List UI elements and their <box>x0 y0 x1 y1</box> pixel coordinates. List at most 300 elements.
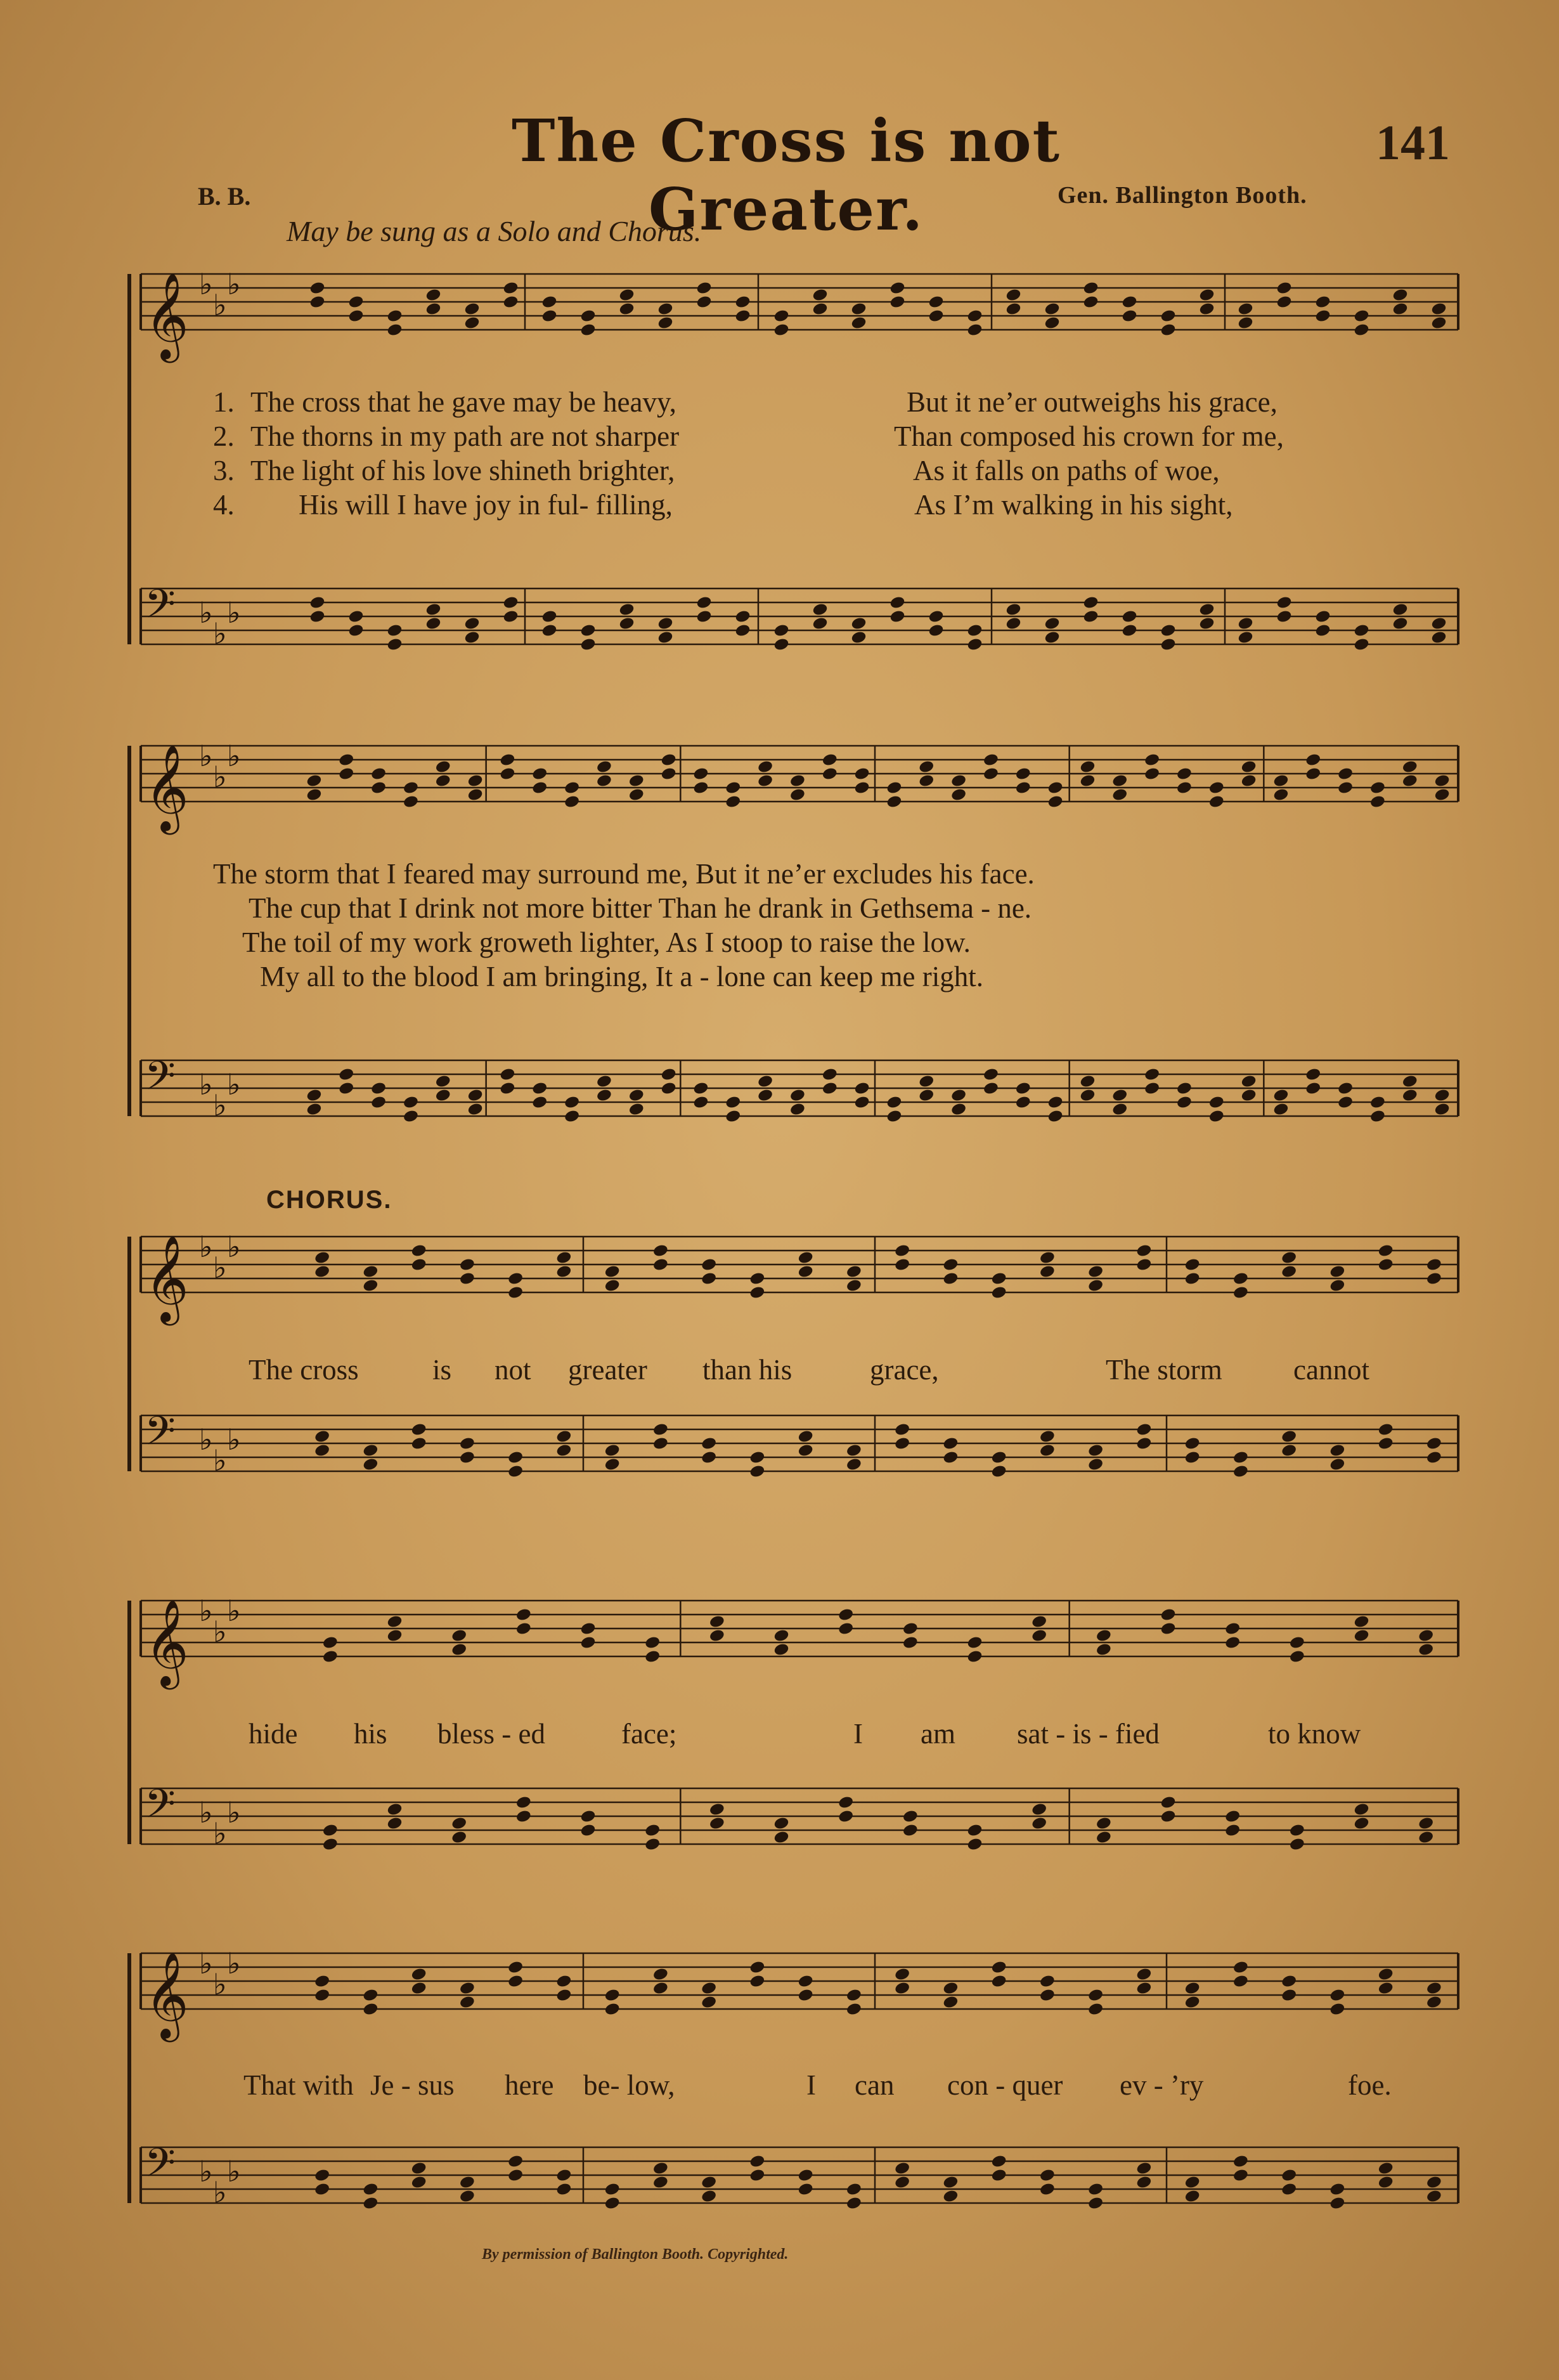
note-head <box>983 767 999 781</box>
lyric-word: to know <box>1268 1718 1361 1750</box>
clef-icon: ♭ <box>199 1230 213 1264</box>
note-head <box>1047 1109 1064 1124</box>
note-head <box>314 1429 330 1444</box>
note-head <box>1198 302 1215 316</box>
note-head <box>734 623 751 638</box>
note-head <box>463 630 480 645</box>
note-head <box>564 1095 580 1110</box>
page-number: 141 <box>1376 115 1450 170</box>
note-head <box>386 323 403 337</box>
note-head <box>652 2161 669 2176</box>
note-head <box>757 1088 773 1103</box>
note-head <box>846 2002 862 2017</box>
note-head <box>322 1823 339 1838</box>
note-head <box>1237 302 1253 316</box>
note-head <box>1047 1095 1064 1110</box>
note-head <box>1232 1960 1249 1975</box>
note-head <box>1305 767 1321 781</box>
note-head <box>757 760 773 774</box>
clef-icon: ♭ <box>227 595 241 630</box>
note-head <box>555 1429 572 1444</box>
verse-2-line-2: The cup that I drink not more bitter Than he drank in Gethsema - ne. <box>249 892 1032 924</box>
note-head <box>411 1981 427 1996</box>
note-head <box>425 602 441 617</box>
note-head <box>661 767 677 781</box>
note-head <box>507 2154 524 2169</box>
note-head <box>579 623 596 638</box>
note-head <box>1111 1102 1128 1117</box>
note-head <box>459 1995 475 2010</box>
note-head <box>928 623 944 638</box>
note-head <box>950 788 967 802</box>
lyric-word: face; <box>621 1718 677 1750</box>
note-head <box>773 1629 789 1643</box>
note-head <box>1184 2175 1201 2190</box>
clef-icon: ♭ <box>199 1795 213 1830</box>
note-head <box>1044 630 1060 645</box>
verse-4-line-b: As I’m walking in his sight, <box>914 489 1233 521</box>
note-head <box>370 1095 387 1110</box>
note-head <box>1232 1450 1249 1465</box>
note-head <box>628 788 645 802</box>
note-head <box>966 1823 983 1838</box>
note-head <box>1079 760 1096 774</box>
note-head <box>338 767 354 781</box>
note-head <box>886 1109 902 1124</box>
note-head <box>991 2168 1007 2183</box>
clef-icon: ♭ <box>227 2154 241 2188</box>
note-head <box>411 1436 427 1451</box>
note-head <box>991 1285 1007 1300</box>
chorus-line-2 <box>0 1717 1559 1755</box>
note-head <box>1281 1974 1297 1989</box>
note-head <box>386 309 403 323</box>
note-head <box>507 1960 524 1975</box>
note-head <box>1232 1464 1249 1479</box>
note-head <box>1082 609 1099 624</box>
note-head <box>725 1095 741 1110</box>
note-head <box>463 616 480 631</box>
note-head <box>1031 1816 1047 1831</box>
note-head <box>652 1258 669 1272</box>
note-head <box>1082 295 1099 309</box>
note-head <box>1241 774 1257 788</box>
note-head <box>1241 1088 1257 1103</box>
note-head <box>459 1271 475 1286</box>
note-head <box>789 774 806 788</box>
note-head <box>854 1095 870 1110</box>
note-head <box>1237 316 1253 330</box>
clef-icon: ♭ <box>213 2175 227 2209</box>
note-head <box>1237 616 1253 631</box>
note-head <box>966 637 983 652</box>
verse-number: 3. <box>213 455 235 486</box>
note-head <box>1208 1109 1225 1124</box>
note-head <box>1314 609 1331 624</box>
note-head <box>604 2182 621 2197</box>
note-head <box>798 1974 814 1989</box>
note-head <box>309 295 325 309</box>
note-head <box>1369 1095 1386 1110</box>
note-head <box>507 1974 524 1989</box>
note-head <box>564 1109 580 1124</box>
note-head <box>1039 2182 1056 2197</box>
note-head <box>604 2002 621 2017</box>
note-head <box>362 2196 378 2211</box>
note-head <box>1329 1457 1345 1472</box>
clef-icon: ♭ <box>227 1946 241 1980</box>
note-head <box>314 2168 330 2183</box>
note-head <box>604 1443 621 1458</box>
note-head <box>1272 1088 1289 1103</box>
note-head <box>1392 602 1408 617</box>
note-head <box>661 753 677 767</box>
note-head <box>692 781 709 795</box>
note-head <box>1135 1422 1152 1437</box>
note-head <box>1224 1635 1241 1650</box>
lyric-word: Je - sus <box>370 2069 455 2101</box>
note-head <box>1031 1615 1047 1629</box>
note-head <box>386 1615 403 1629</box>
note-head <box>652 1436 669 1451</box>
note-head <box>798 1429 814 1444</box>
note-head <box>1337 781 1354 795</box>
note-head <box>886 795 902 809</box>
note-head <box>1198 602 1215 617</box>
note-head <box>507 1450 524 1465</box>
note-head <box>1276 281 1292 296</box>
lyric-word: I <box>853 1718 863 1750</box>
note-head <box>411 2175 427 2190</box>
note-head <box>1289 1635 1305 1650</box>
note-head <box>773 637 789 652</box>
note-head <box>902 1809 919 1824</box>
note-head <box>411 1967 427 1982</box>
note-head <box>644 1837 661 1852</box>
note-head <box>1111 788 1128 802</box>
note-head <box>507 1271 524 1286</box>
clef-icon: ♭ <box>199 2154 213 2188</box>
note-head <box>1314 309 1331 323</box>
clef-icon: ♭ <box>199 595 213 630</box>
note-head <box>1044 302 1060 316</box>
note-head <box>773 1830 789 1845</box>
note-head <box>1224 1823 1241 1838</box>
lyric-word: than his <box>702 1354 792 1386</box>
note-head <box>555 2182 572 2197</box>
note-head <box>1237 630 1253 645</box>
note-head <box>1434 1102 1451 1117</box>
note-head <box>1418 1642 1434 1657</box>
note-head <box>579 1635 596 1650</box>
verse-1-line-a <box>213 386 676 419</box>
note-head <box>1031 1802 1047 1817</box>
note-head <box>1281 1988 1297 2003</box>
note-head <box>1353 1629 1369 1643</box>
note-head <box>966 309 983 323</box>
note-head <box>347 623 364 638</box>
note-head <box>1353 309 1369 323</box>
note-head <box>1135 2161 1152 2176</box>
note-head <box>657 630 673 645</box>
note-head <box>1176 1095 1193 1110</box>
note-head <box>1418 1816 1434 1831</box>
note-head <box>338 1081 354 1096</box>
note-head <box>403 795 419 809</box>
note-head <box>1369 795 1386 809</box>
note-head <box>1369 1109 1386 1124</box>
note-head <box>507 1285 524 1300</box>
note-head <box>1329 2182 1345 2197</box>
note-head <box>644 1649 661 1664</box>
note-head <box>950 1088 967 1103</box>
note-head <box>306 788 322 802</box>
clef-icon: ♭ <box>199 739 213 773</box>
note-head <box>618 602 635 617</box>
note-head <box>822 1067 838 1082</box>
note-head <box>798 1251 814 1265</box>
verse-3-line-a <box>213 454 675 487</box>
note-head <box>1039 1443 1056 1458</box>
note-head <box>1044 316 1060 330</box>
note-head <box>749 1974 765 1989</box>
page-title: The Cross is not Greater. <box>511 107 1061 244</box>
note-head <box>386 1816 403 1831</box>
note-head <box>1005 616 1021 631</box>
note-head <box>1111 774 1128 788</box>
note-head <box>541 295 557 309</box>
lyric-word: is <box>432 1354 452 1386</box>
clef-icon: 𝄢 <box>145 1052 176 1109</box>
note-head <box>1281 1265 1297 1279</box>
note-head <box>1087 2002 1104 2017</box>
verse-3-line-2: The toil of my work groweth lighter, As I stoop to raise the low. <box>242 927 971 958</box>
lyric-word: cannot <box>1293 1354 1369 1386</box>
note-head <box>850 316 867 330</box>
note-head <box>709 1802 725 1817</box>
lyric-word: That with <box>243 2069 354 2101</box>
note-head <box>725 781 741 795</box>
note-head <box>499 767 515 781</box>
note-head <box>692 1095 709 1110</box>
note-head <box>531 781 548 795</box>
note-head <box>838 1608 854 1622</box>
note-head <box>1208 781 1225 795</box>
note-head <box>942 1450 959 1465</box>
note-head <box>467 774 484 788</box>
note-head <box>1121 309 1137 323</box>
note-head <box>1272 1102 1289 1117</box>
note-head <box>1184 1436 1201 1451</box>
copyright-note: By permission of Ballington Booth. Copyrighted. <box>482 2246 789 2263</box>
note-head <box>499 1067 515 1082</box>
note-head <box>1281 1251 1297 1265</box>
verse-1-line-2: The storm that I feared may surround me, But it ne’er excludes his face. <box>213 858 1035 890</box>
note-head <box>798 1443 814 1458</box>
note-head <box>1144 753 1160 767</box>
clef-icon: ♭ <box>213 288 227 322</box>
note-head <box>1426 1436 1442 1451</box>
note-head <box>789 1088 806 1103</box>
note-head <box>894 1422 910 1437</box>
note-head <box>991 1974 1007 1989</box>
note-head <box>1039 2168 1056 2183</box>
clef-icon: ♭ <box>227 1594 241 1628</box>
verse-4-line-a <box>213 488 673 521</box>
note-head <box>644 1823 661 1838</box>
note-head <box>1353 1615 1369 1629</box>
note-head <box>749 1960 765 1975</box>
note-head <box>596 774 612 788</box>
note-head <box>918 1088 935 1103</box>
note-head <box>451 1642 467 1657</box>
note-head <box>463 316 480 330</box>
clef-icon: ♭ <box>227 739 241 773</box>
note-head <box>451 1816 467 1831</box>
note-head <box>854 1081 870 1096</box>
note-head <box>894 1258 910 1272</box>
note-head <box>846 1443 862 1458</box>
note-head <box>1232 1285 1249 1300</box>
note-head <box>596 1074 612 1089</box>
note-head <box>1426 2189 1442 2204</box>
note-head <box>991 1271 1007 1286</box>
note-head <box>1329 2196 1345 2211</box>
note-head <box>709 1615 725 1629</box>
note-head <box>798 1265 814 1279</box>
note-head <box>894 1981 910 1996</box>
note-head <box>1232 1974 1249 1989</box>
note-head <box>701 1436 717 1451</box>
note-head <box>846 1988 862 2003</box>
note-head <box>757 774 773 788</box>
note-head <box>1079 774 1096 788</box>
clef-icon: ♭ <box>227 1795 241 1830</box>
note-head <box>1418 1629 1434 1643</box>
note-head <box>411 1258 427 1272</box>
note-head <box>1289 1837 1305 1852</box>
note-head <box>1184 1995 1201 2010</box>
note-head <box>555 1251 572 1265</box>
note-head <box>812 302 828 316</box>
note-head <box>773 309 789 323</box>
note-head <box>451 1629 467 1643</box>
note-head <box>604 1988 621 2003</box>
note-head <box>555 1988 572 2003</box>
note-head <box>1378 1422 1394 1437</box>
note-head <box>322 1837 339 1852</box>
note-head <box>1434 1088 1451 1103</box>
note-head <box>604 1278 621 1293</box>
note-head <box>1305 1081 1321 1096</box>
note-head <box>306 1102 322 1117</box>
note-head <box>362 1457 378 1472</box>
note-head <box>709 1816 725 1831</box>
credit-right: Gen. Ballington Booth. <box>1058 182 1307 209</box>
note-head <box>1281 1429 1297 1444</box>
note-head <box>966 623 983 638</box>
note-head <box>692 767 709 781</box>
note-head <box>507 2168 524 2183</box>
note-head <box>1096 1830 1112 1845</box>
note-head <box>1353 637 1369 652</box>
note-head <box>618 288 635 302</box>
clef-icon: ♭ <box>227 1067 241 1102</box>
note-head <box>1121 623 1137 638</box>
lyric-word: sat - is - fied <box>1017 1718 1160 1750</box>
note-head <box>1430 616 1447 631</box>
note-head <box>889 595 905 610</box>
note-head <box>1276 595 1292 610</box>
note-head <box>628 1088 645 1103</box>
note-head <box>459 2175 475 2190</box>
note-head <box>1039 1251 1056 1265</box>
note-head <box>749 2154 765 2169</box>
note-head <box>1276 609 1292 624</box>
note-head <box>579 1622 596 1636</box>
note-head <box>846 1278 862 1293</box>
note-head <box>386 1629 403 1643</box>
note-head <box>618 616 635 631</box>
note-head <box>1184 1271 1201 1286</box>
note-head <box>1039 1265 1056 1279</box>
note-head <box>652 1981 669 1996</box>
verse-number: 2. <box>213 420 235 452</box>
note-head <box>1184 1981 1201 1996</box>
clef-icon: ♭ <box>199 1067 213 1102</box>
note-head <box>1096 1816 1112 1831</box>
note-head <box>1160 623 1176 638</box>
note-head <box>1005 302 1021 316</box>
note-head <box>695 295 712 309</box>
note-head <box>1087 2196 1104 2211</box>
verse-2-line-b: Than composed his crown for me, <box>894 420 1284 452</box>
note-head <box>1329 2002 1345 2017</box>
note-head <box>309 609 325 624</box>
verse-1-line-b: But it ne’er outweighs his grace, <box>907 386 1278 418</box>
note-head <box>411 2161 427 2176</box>
note-head <box>652 1967 669 1982</box>
note-head <box>695 595 712 610</box>
note-head <box>701 2189 717 2204</box>
note-head <box>1281 1443 1297 1458</box>
note-head <box>1160 309 1176 323</box>
clef-icon: ♭ <box>213 1251 227 1285</box>
note-head <box>338 753 354 767</box>
note-head <box>657 316 673 330</box>
note-head <box>579 323 596 337</box>
note-head <box>1005 602 1021 617</box>
note-head <box>541 309 557 323</box>
verse-text: The light of his love shineth brighter, <box>250 455 675 486</box>
note-head <box>1392 616 1408 631</box>
note-head <box>502 595 519 610</box>
note-head <box>1135 1967 1152 1982</box>
note-head <box>1272 788 1289 802</box>
clef-icon: ♭ <box>213 760 227 794</box>
note-head <box>435 760 451 774</box>
note-head <box>1087 1443 1104 1458</box>
note-head <box>515 1608 532 1622</box>
clef-icon: 𝄞 <box>145 271 189 359</box>
verse-text: His will I have joy in ful- filling, <box>299 489 673 521</box>
note-head <box>555 1265 572 1279</box>
note-head <box>1224 1622 1241 1636</box>
note-head <box>459 1450 475 1465</box>
note-head <box>749 1285 765 1300</box>
note-head <box>1329 1265 1345 1279</box>
note-head <box>1402 1088 1418 1103</box>
